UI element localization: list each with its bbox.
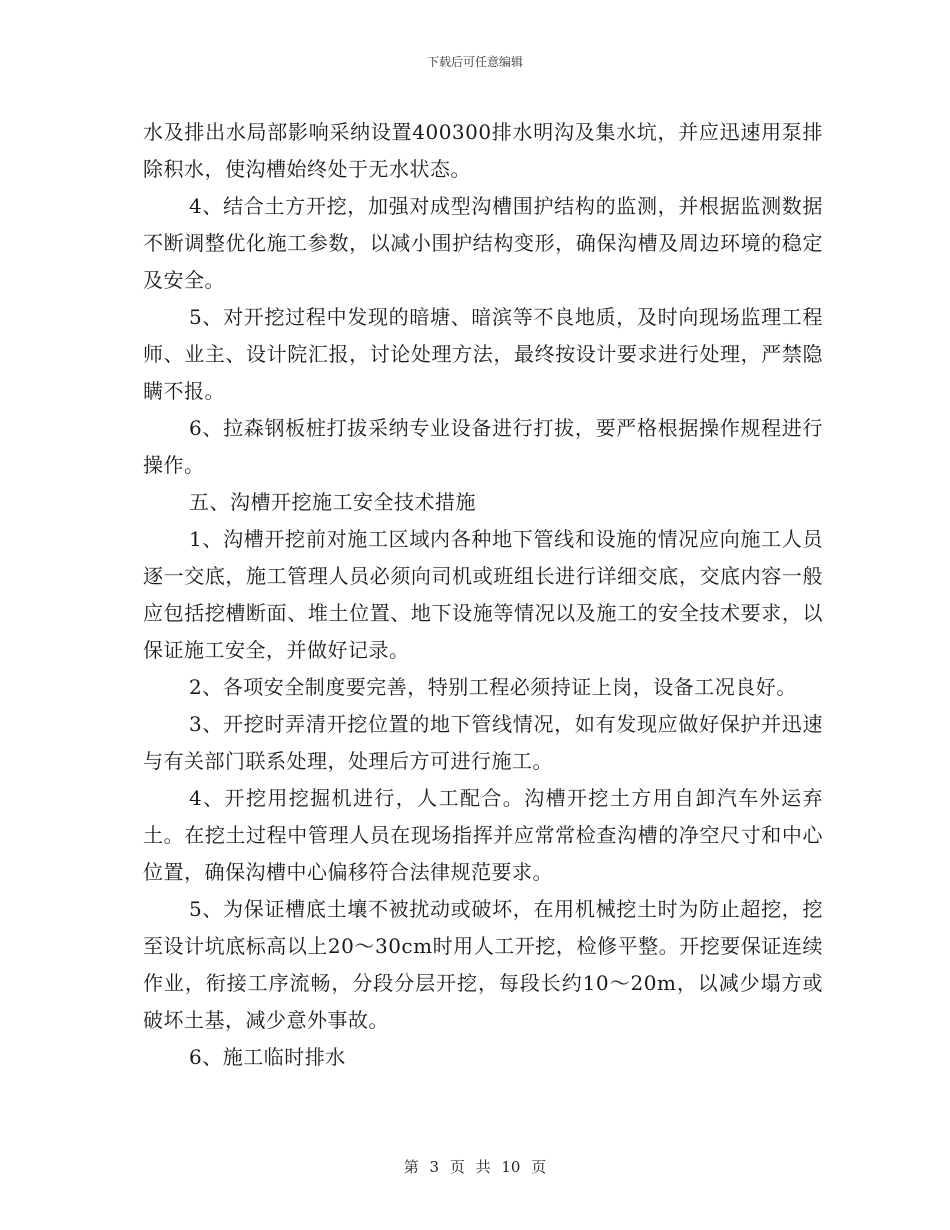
page-number: 第 3 页 共 10 页	[403, 1158, 547, 1176]
paragraph: 1、沟槽开挖前对施工区域内各种地下管线和设施的情况应向施工人员逐一交底，施工管理人员必须向司机或班组长进行详细交底，交底内容一般应包括挖槽断面、堆土位置、地下设施等情况以及施工的安全技术要求，以保证施工安全，并做好记录。	[143, 527, 823, 662]
document-body	[143, 114, 823, 1076]
paragraph: 4、结合土方开挖，加强对成型沟槽围护结构的监测，并根据监测数据不断调整优化施工参数，以减小围护结构变形，确保沟槽及周边环境的稳定及安全。	[143, 194, 823, 292]
paragraph: 6、施工临时排水	[189, 1045, 346, 1069]
paragraph: 5、对开挖过程中发现的暗塘、暗滨等不良地质，及时向现场监理工程师、业主、设计院汇报，讨论处理方法，最终按设计要求进行处理，严禁隐瞒不报。	[143, 305, 823, 403]
section-heading: 五、沟槽开挖施工安全技术措施	[189, 490, 476, 514]
paragraph: 6、拉森钢板桩打拔采纳专业设备进行打拔，要严格根据操作规程进行操作。	[143, 416, 823, 477]
paragraph: 3、开挖时弄清开挖位置的地下管线情况，如有发现应做好保护并迅速与有关部门联系处理，处理后方可进行施工。	[143, 712, 823, 773]
paragraph: 5、为保证槽底土壤不被扰动或破坏，在用机械挖土时为防止超挖，挖至设计坑底标高以上20～30cm时用人工开挖，检修平整。开挖要保证连续作业，衔接工序流畅，分段分层开挖，每段长约10～20m，以减少塌方或破坏土基，减少意外事故。	[143, 897, 823, 1032]
page-header: 下载后可任意编辑	[426, 55, 523, 69]
paragraph: 4、开挖用挖掘机进行，人工配合。沟槽开挖土方用自卸汽车外运弃土。在挖土过程中管理人员在现场指挥并应常常检查沟槽的净空尺寸和中心位置，确保沟槽中心偏移符合法律规范要求。	[143, 786, 823, 884]
paragraph: 水及排出水局部影响采纳设置400300排水明沟及集水坑，并应迅速用泵排除积水，使沟槽始终处于无水状态。	[143, 120, 823, 181]
paragraph: 2、各项安全制度要完善，特别工程必须持证上岗，设备工况良好。	[189, 675, 797, 699]
